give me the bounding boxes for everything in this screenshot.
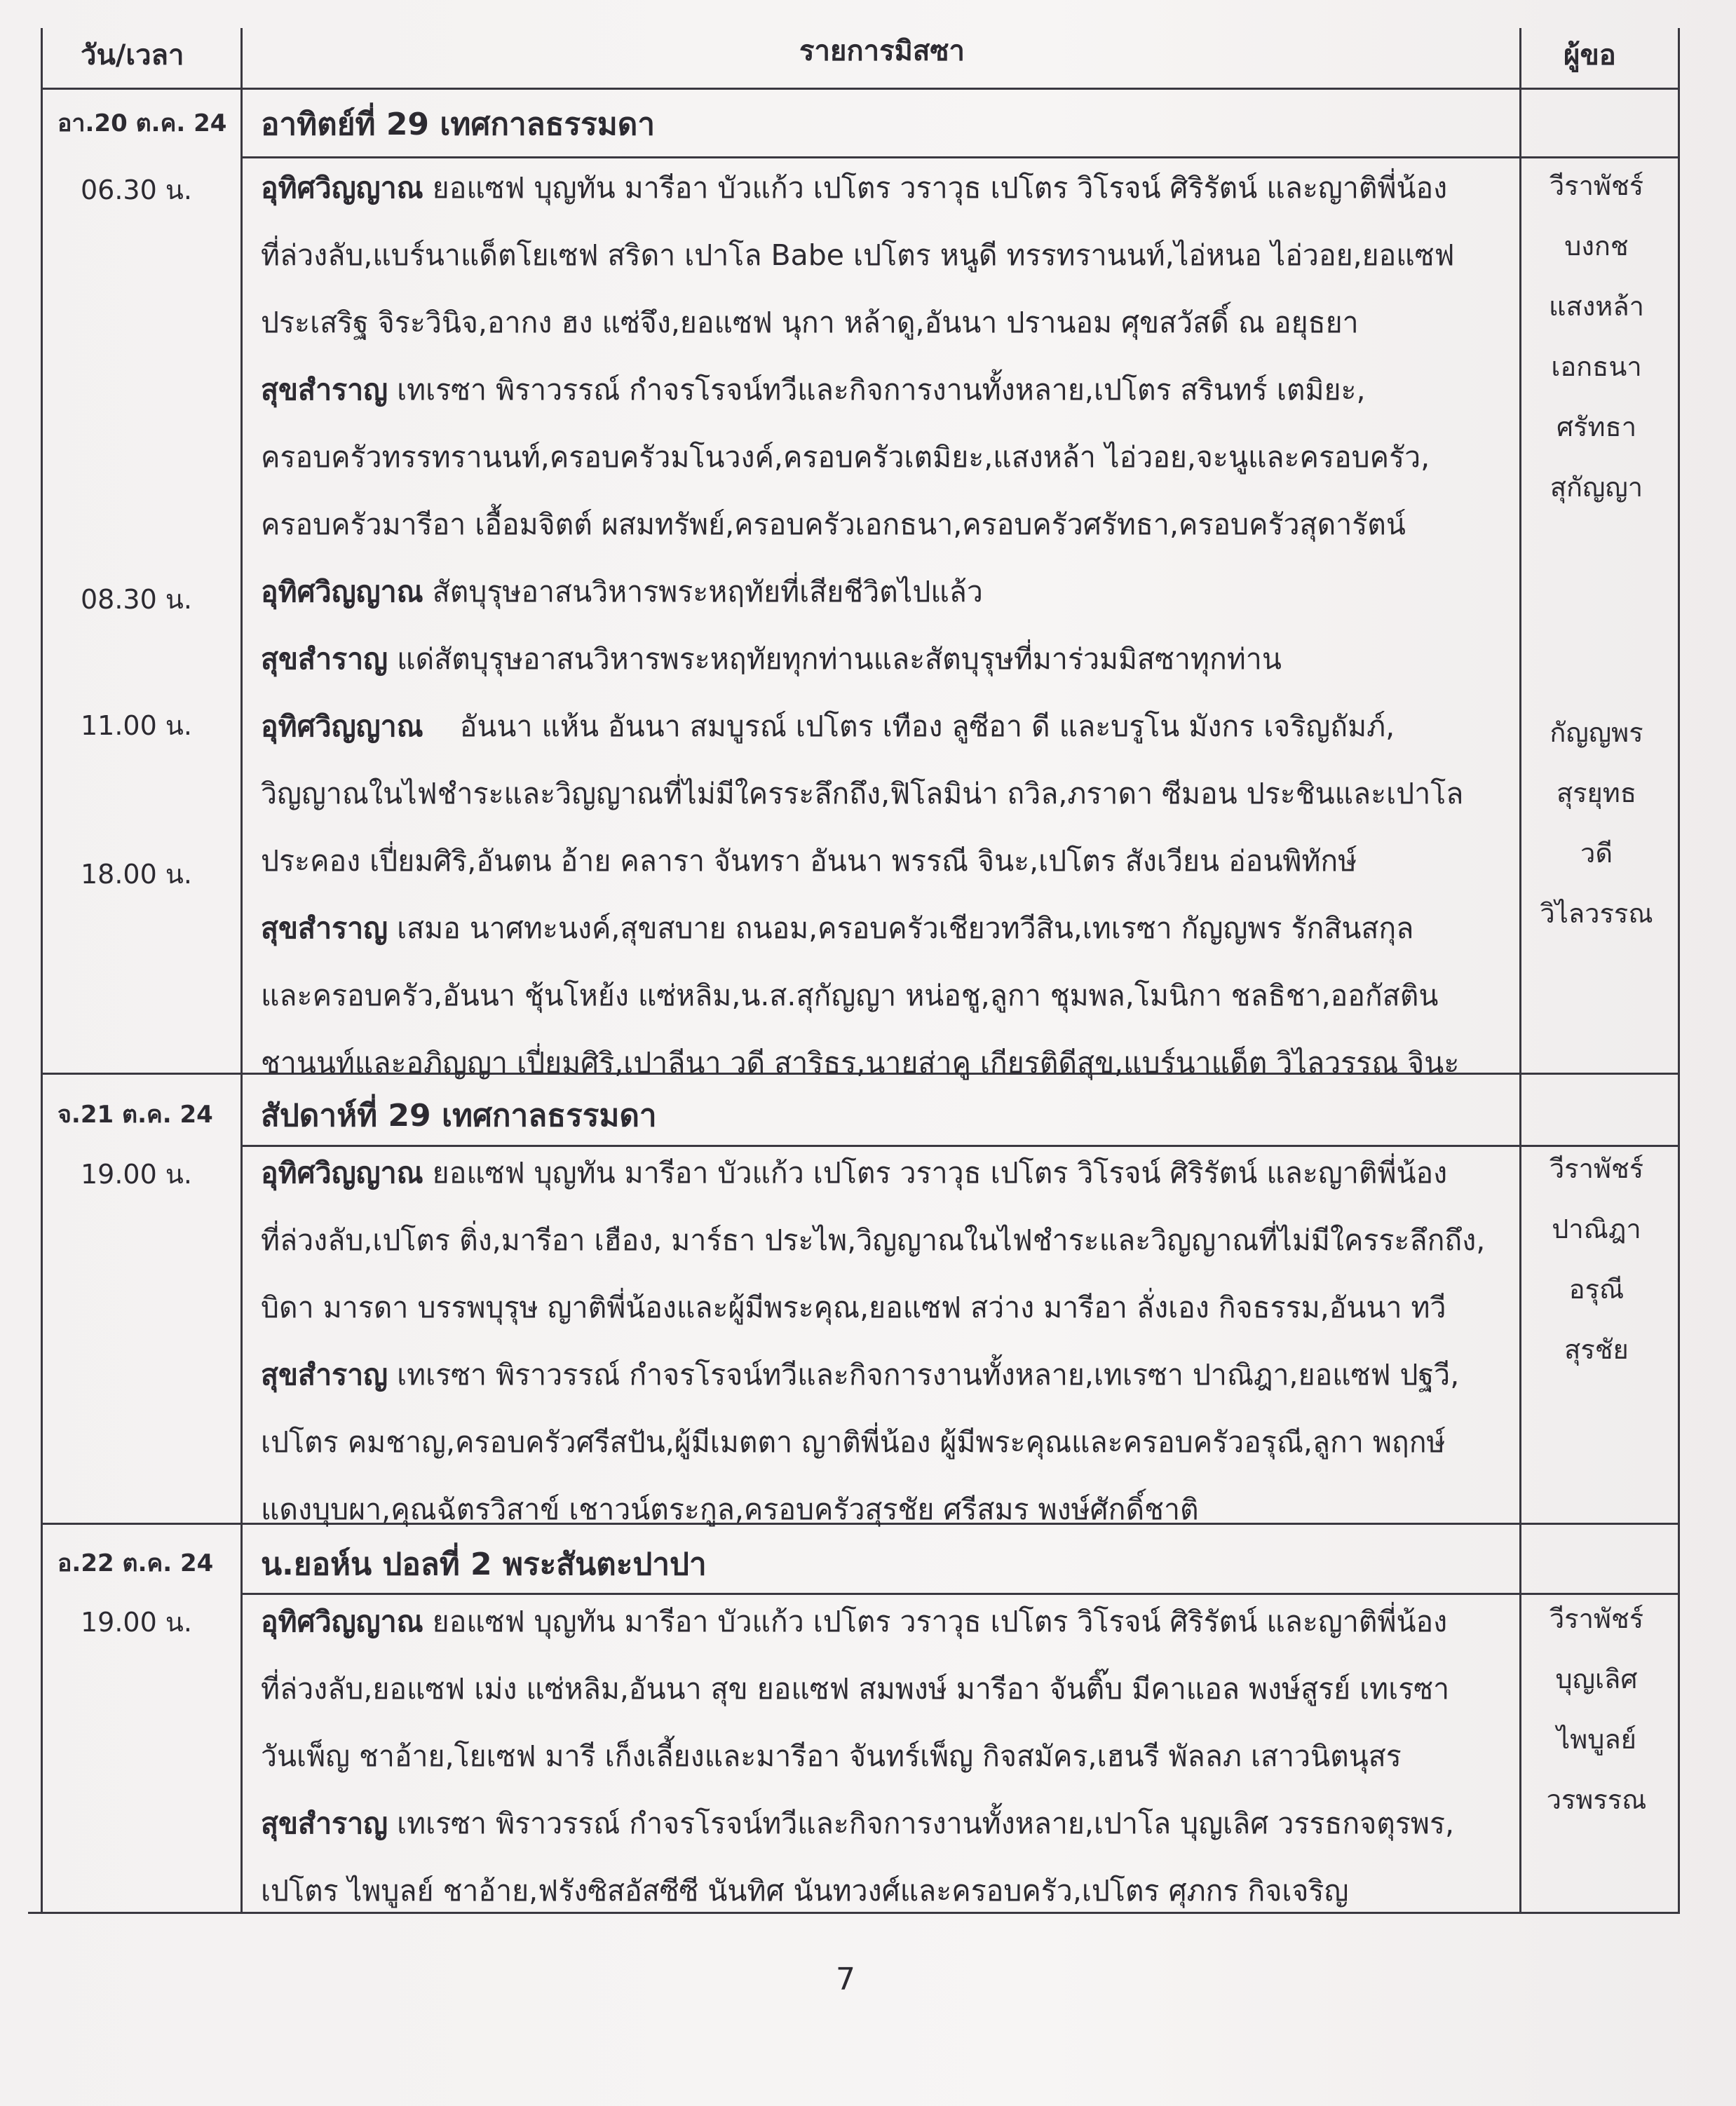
intention-line	[261, 222, 1516, 289]
requester: ศรัทธา	[1556, 412, 1637, 442]
intention-line	[261, 1857, 1516, 1924]
mass-time: 19.00 น.	[81, 1159, 192, 1190]
requester: สุกัญญา	[1549, 472, 1643, 503]
intentions-list	[261, 154, 1516, 1096]
requester: วีราพัชร์	[1549, 1153, 1644, 1184]
requester: วดี	[1580, 838, 1613, 869]
intention-line	[261, 1476, 1516, 1543]
intention-text: เทเรซา พิราวรรณ์ กำจรโรจน์ทวีและกิจการงานทั้งหลาย,เปโตร สรินทร์ เตมิยะ,	[388, 373, 1366, 407]
intention-type: อุทิศวิญญาณ	[261, 709, 423, 743]
intention-text: เสมอ นาศทะนงค์,สุขสบาย ถนอม,ครอบครัวเชียวทวีสิน,เทเรซา กัญญพร รักสินสกุล	[388, 911, 1414, 945]
intention-line	[261, 356, 1516, 423]
requester: อรุณี	[1568, 1274, 1625, 1305]
intention-text: ยอแซฟ บุญทัน มารีอา บัวแก้ว เปโตร วราวุธ เปโตร วิโรจน์ ศิริรัตน์ และญาติพี่น้อง	[423, 1605, 1448, 1638]
intention-line	[261, 1655, 1516, 1723]
section-date: จ.21 ต.ค. 24	[57, 1101, 213, 1129]
intention-line	[261, 289, 1516, 356]
intention-line	[261, 1341, 1516, 1408]
requester: สุรยุทธ	[1556, 777, 1637, 808]
intention-text: สัตบุรุษอาสนวิหารพระหฤทัยที่เสียชีวิตไปแล้ว	[423, 575, 983, 609]
intention-text: ครอบครัวทรรทรานนท์,ครอบครัวมโนวงค์,ครอบครัวเตมิยะ,แสงหล้า ไอ่วอย,จะนูและครอบครัว,	[261, 440, 1430, 474]
intention-text: อันนา แห้น อันนา สมบูรณ์ เปโตร เทือง ลูซีอา ดี และบรูโน มังกร เจริญถัมภ์,	[423, 709, 1395, 743]
requester: ไพบูลย์	[1557, 1724, 1636, 1755]
requester: กัญญพร	[1549, 717, 1643, 748]
mass-time: 06.30 น.	[81, 175, 192, 205]
header-requester: ผู้ขอ	[1564, 39, 1616, 72]
requester: วรพรรณ	[1546, 1784, 1647, 1815]
intention-line	[261, 154, 1516, 222]
section-title: อาทิตย์ที่ 29 เทศกาลธรรมดา	[261, 107, 656, 142]
intention-type: สุขสำราญ	[261, 1807, 388, 1840]
intentions-list	[261, 1588, 1516, 1924]
intention-type: อุทิศวิญญาณ	[261, 575, 423, 609]
intention-line	[261, 1029, 1516, 1096]
mass-time: 11.00 น.	[81, 710, 192, 741]
intention-line	[261, 1274, 1516, 1341]
intention-text: ยอแซฟ บุญทัน มารีอา บัวแก้ว เปโตร วราวุธ เปโตร วิโรจน์ ศิริรัตน์ และญาติพี่น้อง	[423, 171, 1448, 205]
intention-text: เทเรซา พิราวรรณ์ กำจรโรจน์ทวีและกิจการงานทั้งหลาย,เปาโล บุญเลิศ วรรธกจตุรพร,	[388, 1807, 1455, 1840]
intention-text: แด่สัตบุรุษอาสนวิหารพระหฤทัยทุกท่านและสัตบุรุษที่มาร่วมมิสซาทุกท่าน	[388, 642, 1282, 676]
intention-line	[261, 760, 1516, 827]
intention-text: และครอบครัว,อันนา ชุ้นโหย้ง แซ่หลิม,น.ส.สุกัญญา หน่อชู,ลูกา ชุมพล,โมนิกา ชลธิชา,ออกัสติน	[261, 979, 1439, 1012]
section-title: สัปดาห์ที่ 29 เทศกาลธรรมดา	[261, 1098, 657, 1134]
intention-type: สุขสำราญ	[261, 1358, 388, 1392]
section-title: น.ยอห์น ปอลที่ 2 พระสันตะปาปา	[261, 1547, 707, 1582]
section-date: อ.22 ต.ค. 24	[57, 1549, 214, 1577]
requester: บุญเลิศ	[1555, 1664, 1638, 1694]
header-date: วัน/เวลา	[81, 39, 184, 72]
intention-text: เปโตร คมชาญ,ครอบครัวศรีสปัน,ผู้มีเมตตา ญาติพี่น้อง ผู้มีพระคุณและครอบครัวอรุณี,ลูกา พฤกษ์	[261, 1425, 1446, 1459]
intention-line	[261, 895, 1516, 962]
intention-line	[261, 558, 1516, 625]
intention-text: ครอบครัวมารีอา เอื้อมจิตต์ ผสมทรัพย์,ครอบครัวเอกธนา,ครอบครัวศรัทธา,ครอบครัวสุดารัตน์	[261, 508, 1406, 541]
intention-line	[261, 491, 1516, 558]
intention-text: ที่ล่วงลับ,ยอแซฟ เม่ง แซ่หลิม,อันนา สุข ยอแซฟ สมพงษ์ มารีอา จันติ๊บ มีคาแอล พงษ์สูรย์ เทเรซา	[261, 1672, 1450, 1706]
requester: บงกช	[1564, 231, 1629, 261]
table-border-right	[1678, 28, 1680, 1914]
intention-text: ที่ล่วงลับ,แบร์นาแด็ตโยเซฟ สริดา เปาโล Babe เปโตร หนูดี ทรรทรานนท์,ไอ่หนอ ไอ่วอย,ยอแซฟ	[261, 238, 1455, 272]
intention-type: อุทิศวิญญาณ	[261, 1605, 423, 1638]
intention-text: ชานนท์และอภิญญา เปี่ยมศิริ,เปาลีนา วดี สาริธร,นายส่าคู เกียรติดีสุข,แบร์นาแด็ต วิไลวรรณ จินะ	[261, 1046, 1460, 1080]
mass-time: 18.00 น.	[81, 859, 192, 890]
table-border-left	[41, 28, 43, 1914]
intention-type: อุทิศวิญญาณ	[261, 171, 423, 205]
intention-line	[261, 1408, 1516, 1476]
intention-line	[261, 1723, 1516, 1790]
intention-text: บิดา มารดา บรรพบุรุษ ญาติพี่น้องและผู้มีพระคุณ,ยอแซฟ สว่าง มารีอา ลั่งเอง กิจธรรม,อันนา ทวี	[261, 1291, 1446, 1324]
intention-line	[261, 1790, 1516, 1857]
requester: เอกธนา	[1551, 351, 1642, 382]
intention-line	[261, 962, 1516, 1029]
intention-text: วันเพ็ญ ชาอ้าย,โยเซฟ มารี เก็งเลี้ยงและมารีอา จันทร์เพ็ญ กิจสมัคร,เฮนรี พัลลภ เสาวนิตนุสร	[261, 1739, 1402, 1773]
column-divider-items	[1519, 28, 1521, 1914]
intention-text: วิญญาณในไฟชำระและวิญญาณที่ไม่มีใครระลึกถึง,ฟิโลมิน่า ถวิล,ภราดา ซีมอน ประชินและเปาโล	[261, 777, 1464, 810]
requester: สุรชัย	[1564, 1334, 1629, 1365]
header-bottom-border	[41, 88, 1680, 90]
requester: ปาณิฎา	[1552, 1214, 1641, 1244]
intention-line	[261, 1207, 1516, 1274]
intention-line	[261, 1588, 1516, 1655]
intention-line	[261, 827, 1516, 895]
column-divider-date	[240, 28, 243, 1914]
intention-text: เปโตร ไพบูลย์ ชาอ้าย,ฟรังซิสอัสซีซี นันทิศ นันทวงศ์และครอบครัว,เปโตร ศุภกร กิจเจริญ	[261, 1874, 1349, 1908]
requester: วิไลวรรณ	[1540, 898, 1653, 929]
intention-line	[261, 693, 1516, 760]
intention-line	[261, 625, 1516, 693]
intention-text: ประคอง เปี่ยมศิริ,อันตน อ้าย คลารา จันทรา อันนา พรรณี จินะ,เปโตร สังเวียน อ่อนพิทักษ์	[261, 844, 1357, 878]
requester: วีราพัชร์	[1549, 1603, 1644, 1634]
mass-time: 08.30 น.	[81, 584, 192, 615]
section-date: อา.20 ต.ค. 24	[57, 109, 227, 137]
intention-text: ประเสริฐ จิระวินิจ,อากง ฮง แซ่จึง,ยอแซฟ นุกา หล้าดู,อันนา ปรานอม ศุขสวัสดิ์ ณ อยุธยา	[261, 306, 1359, 339]
intention-text: แดงบุบผา,คุณฉัตรวิสาข์ เชาวน์ตระกูล,ครอบครัวสุรชัย ศรีสมร พงษ์ศักดิ์ชาติ	[261, 1493, 1199, 1526]
intention-text: ยอแซฟ บุญทัน มารีอา บัวแก้ว เปโตร วราวุธ เปโตร วิโรจน์ ศิริรัตน์ และญาติพี่น้อง	[423, 1156, 1448, 1190]
intention-type: สุขสำราญ	[261, 373, 388, 407]
intention-text: เทเรซา พิราวรรณ์ กำจรโรจน์ทวีและกิจการงานทั้งหลาย,เทเรซา ปาณิฎา,ยอแซฟ ปฐวี,	[388, 1358, 1460, 1392]
page-number: 7	[836, 1962, 855, 1997]
intention-line	[261, 423, 1516, 491]
intention-type: อุทิศวิญญาณ	[261, 1156, 423, 1190]
intention-line	[261, 1139, 1516, 1207]
intention-type: สุขสำราญ	[261, 642, 388, 676]
requester: วีราพัชร์	[1549, 170, 1644, 201]
intentions-list	[261, 1139, 1516, 1543]
intention-type: สุขสำราญ	[261, 911, 388, 945]
intention-text: ที่ล่วงลับ,เปโตร ติ่ง,มารีอา เฮือง, มาร์ธา ประไพ,วิญญาณในไฟชำระและวิญญาณที่ไม่มีใครระลึกถึง,	[261, 1223, 1486, 1257]
requester: แสงหล้า	[1549, 291, 1644, 322]
header-items: รายการมิสซา	[799, 35, 965, 67]
mass-time: 19.00 น.	[81, 1607, 192, 1638]
